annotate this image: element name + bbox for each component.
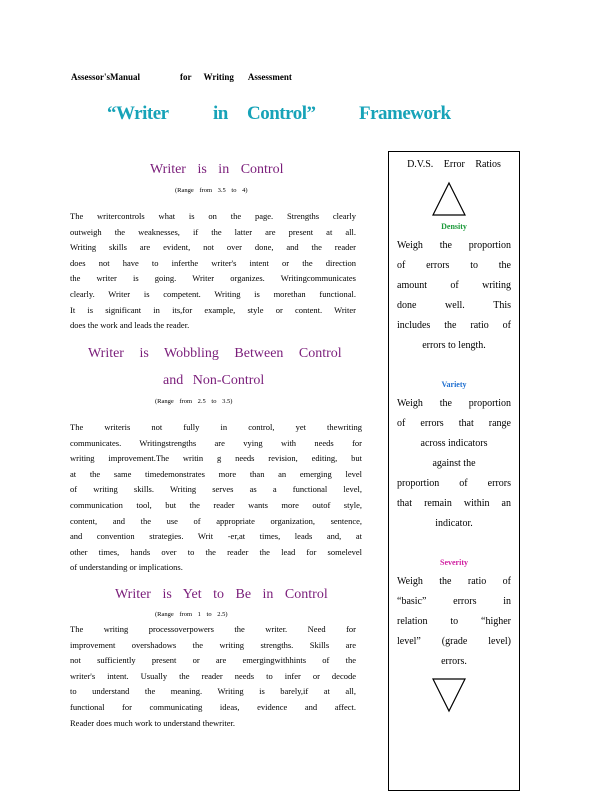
sidebar-line: that remain within an (397, 498, 511, 509)
triangle-down-icon (431, 677, 467, 713)
paragraph-line: to understand the meaning. Writing is barely,if at all, (70, 686, 356, 697)
title-control: Control” (247, 103, 316, 124)
sidebar-line: amount of writing (397, 280, 511, 291)
paragraph-line: of writing skills. Writing serves as a functional level, (70, 484, 362, 495)
sidebar-line: includes the ratio of (397, 320, 511, 331)
section-paragraph (70, 622, 356, 731)
sidebar-line: of errors that range (397, 418, 511, 429)
paragraph-line: does the work and leads the reader. (70, 320, 190, 331)
paragraph-line: writing improvement.The writin g needs revision, editing, but (70, 453, 362, 464)
section-paragraph (70, 209, 356, 334)
page-title (107, 103, 451, 125)
section-paragraph (70, 420, 362, 576)
paragraph-line: Writing skills are evident, not over done, and the reader (70, 242, 356, 253)
paragraph-line: writer's intent. Usually the reader needs to infer or decode (70, 670, 356, 681)
sidebar-line: against the (432, 458, 476, 469)
severity-text (397, 572, 511, 672)
sidebar-title: D.V.S. Error Ratios (407, 159, 501, 170)
sidebar-line: relation to “higher (397, 616, 511, 627)
sidebar-line: done well. This (397, 300, 511, 311)
paragraph-line: outweigh the weaknesses, if the latter are present at all. (70, 226, 356, 237)
paragraph-line: functional for communicating ideas, evidence and affect. (70, 701, 356, 712)
section-heading-yet-to-be: Writer is Yet to Be in Control (115, 587, 328, 602)
sidebar-line: level” (grade level) (397, 636, 511, 647)
paragraph-line: The writeris not fully in control, yet thewriting (70, 422, 362, 432)
paragraph-line: at the same timedemonstrates more than an emerging level (70, 468, 362, 479)
header-for: for (180, 72, 192, 82)
sidebar-line: indicator. (435, 518, 473, 529)
density-heading: Density (441, 222, 467, 231)
sidebar-line: Weigh the proportion (397, 398, 511, 409)
severity-heading: Severity (440, 558, 468, 567)
density-text (397, 236, 511, 356)
section-heading-in-control: Writer is in Control (150, 162, 284, 177)
title-writer: “Writer (107, 103, 169, 124)
header-manual: Assessor'sManual (71, 72, 141, 82)
title-in: in (213, 103, 228, 124)
header-assessment: Assessment (247, 72, 292, 82)
sidebar-line: of errors to the (397, 260, 511, 271)
paragraph-line: communicates. Writingstrengths are vying with needs for (70, 437, 362, 448)
title-framework: Framework (359, 103, 451, 124)
paragraph-line: improvement overshadows the writing strengths. Skills are (70, 639, 356, 650)
paragraph-line: and convention strategies. Writ -er,at times, leads and, at (70, 531, 362, 542)
paragraph-line: the writer is going. Writer organizes. Writingcommunicates (70, 273, 356, 284)
section-range: (Range from 2.5 to 3.5) (155, 398, 233, 405)
sidebar-line: “basic” errors in (397, 596, 511, 607)
sidebar-line: Weigh the proportion (397, 240, 511, 251)
variety-text (397, 394, 511, 534)
section-range: (Range from 1 to 2.5) (155, 611, 228, 618)
paragraph-line: The writercontrols what is on the page. Strengths clearly (70, 211, 356, 221)
sidebar-line: proportion of errors (397, 478, 511, 489)
sidebar-line: across indicators (420, 438, 488, 449)
paragraph-line: clearly. Writer is competent. Writing is morethan functional. (70, 288, 356, 299)
sidebar-line: errors to length. (422, 340, 486, 351)
section-heading-wobbling: Writer is Wobbling Between Control (88, 346, 342, 361)
variety-heading: Variety (441, 380, 467, 389)
section-range: (Range from 3.5 to 4) (175, 187, 248, 194)
sidebar-line: Weigh the ratio of (397, 576, 511, 587)
paragraph-line: not sufficiently present or are emergingwithhints of the (70, 655, 356, 666)
paragraph-line: other times, hands over to the reader the lead for somelevel (70, 546, 362, 557)
paragraph-line: content, and the use of appropriate organization, sentence, (70, 515, 362, 526)
dvs-sidebar (388, 151, 520, 791)
paragraph-line: The writing processoverpowers the writer. Need for (70, 624, 356, 634)
paragraph-line: It is significant in its,for example, style or content. Writer (70, 304, 356, 315)
paragraph-line: of understanding or implications. (70, 562, 183, 573)
paragraph-line: Reader does much work to understand thewriter. (70, 717, 235, 728)
document-header (71, 72, 292, 82)
sidebar-line: errors. (441, 656, 467, 667)
header-writing: Writing (203, 72, 234, 82)
paragraph-line: communication tool, but the reader wants more outof style, (70, 499, 362, 510)
section-heading-wobbling-line2: and Non-Control (163, 373, 265, 388)
paragraph-line: does not have to inferthe writer's intent or the direction (70, 257, 356, 268)
triangle-up-icon (431, 181, 467, 217)
